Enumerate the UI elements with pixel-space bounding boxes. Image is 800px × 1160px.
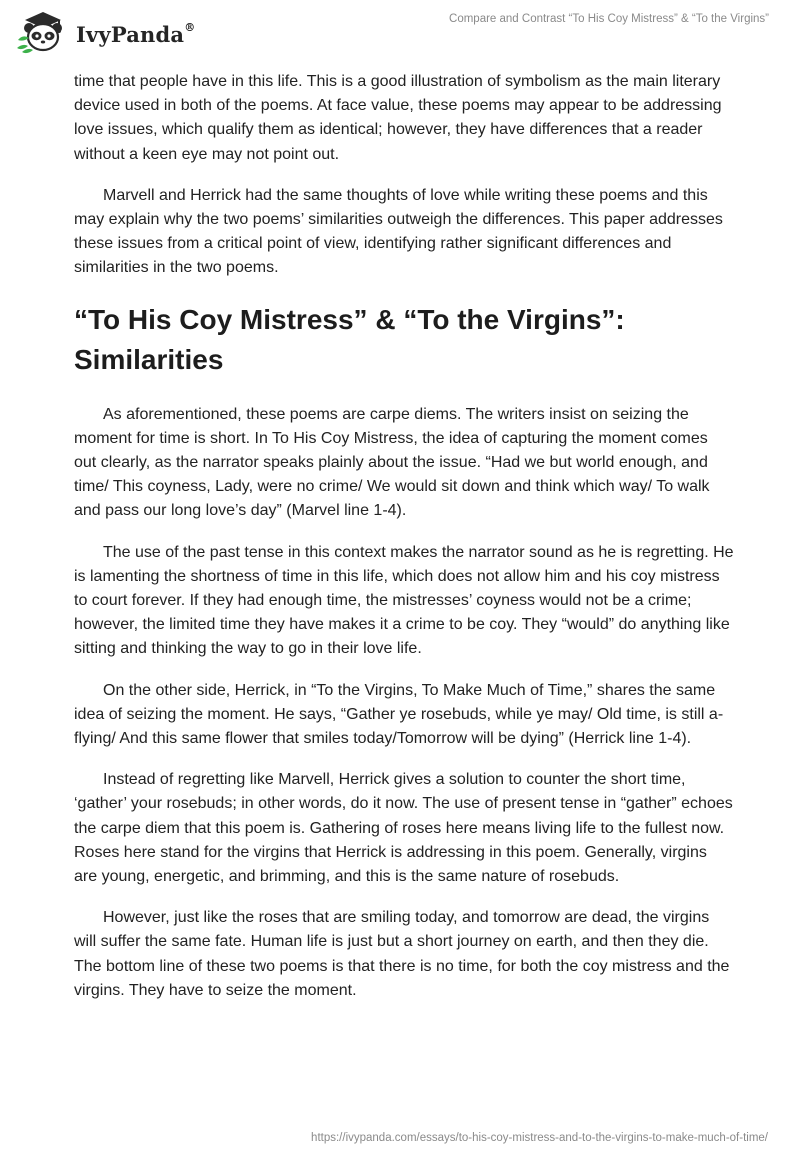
- essay-content: [74, 70, 734, 1020]
- registered-mark: ®: [184, 20, 196, 34]
- paragraph: However, just like the roses that are smiling today, and tomorrow are dead, the virgins will suffer the same fate. Human life is just but a short journey on earth, and then they die. The bottom line of these two poems is that there is no time, for both the coy mistress and the virgins. They have to seize the moment.: [74, 909, 730, 999]
- paragraph: On the other side, Herrick, in “To the Virgins, To Make Much of Time,” shares the same idea of seizing the moment. He says, “Gather ye rosebuds, while ye may/ Old time, is still a-flying/ And this same flower that smiles today/Tomorrow will be dying” (Herrick line 1-4).: [74, 681, 724, 748]
- source-url[interactable]: https://ivypanda.com/essays/to-his-coy-mistress-and-to-the-virgins-to-make-much-of-time/: [311, 1132, 768, 1144]
- section-heading: “To His Coy Mistress” & “To the Virgins”: Similarities: [74, 303, 625, 375]
- document-title: Compare and Contrast “To His Coy Mistress” & “To the Virgins”: [449, 13, 769, 25]
- paragraph: As aforementioned, these poems are carpe diems. The writers insist on seizing the moment for time is short. In To His Coy Mistress, the idea of capturing the moment comes out clearly, as the narrator speaks plainly about the issue. “Had we but world enough, and time/ This coyness, Lady, were no crime/ We would sit down and think which way/ To walk and pass our long love’s day” (Marvel line 1-4).: [74, 405, 710, 520]
- paragraph: The use of the past tense in this context makes the narrator sound as he is regretting. He is lamenting the shortness of time in this life, which does not allow him and his coy mistress to court forever. If they had enough time, the mistresses’ coyness would not be a crime; however, the limited time they have makes it a crime to be coy. They “would” do anything like sitting and thinking the way to go in their love life.: [74, 543, 734, 658]
- paragraph: Marvell and Herrick had the same thoughts of love while writing these poems and this may explain why the two poems’ similarities outweigh the differences. This paper addresses these issues from a critical point of view, identifying rather significant differences and similarities in the two poems.: [74, 186, 723, 277]
- paragraph: Instead of regretting like Marvell, Herrick gives a solution to counter the short time, ‘gather’ your rosebuds; in other words, do it now. The use of present tense in “gather” echoes the carpe diem that this poem is. Gathering of roses here means living life to the fullest now. Roses here stand for the virgins that Herrick is addressing in this poem. Generally, virgins are young, energetic, and brimming, and this is the same nature of rosebuds.: [74, 771, 733, 886]
- panda-graduate-logo-icon: [14, 8, 72, 56]
- ivypanda-logo[interactable]: [14, 8, 195, 56]
- brand-label: IvyPanda: [76, 21, 185, 47]
- paragraph-continuation: time that people have in this life. This is a good illustration of symbolism as the main literary device used in both of the poems. At face value, these poems may appear to be addressing love issues, which qualify them as identical; however, they have differences that a reader without a keen eye may not point out.: [74, 73, 722, 163]
- page-header: [0, 0, 800, 64]
- brand-name: [76, 22, 195, 47]
